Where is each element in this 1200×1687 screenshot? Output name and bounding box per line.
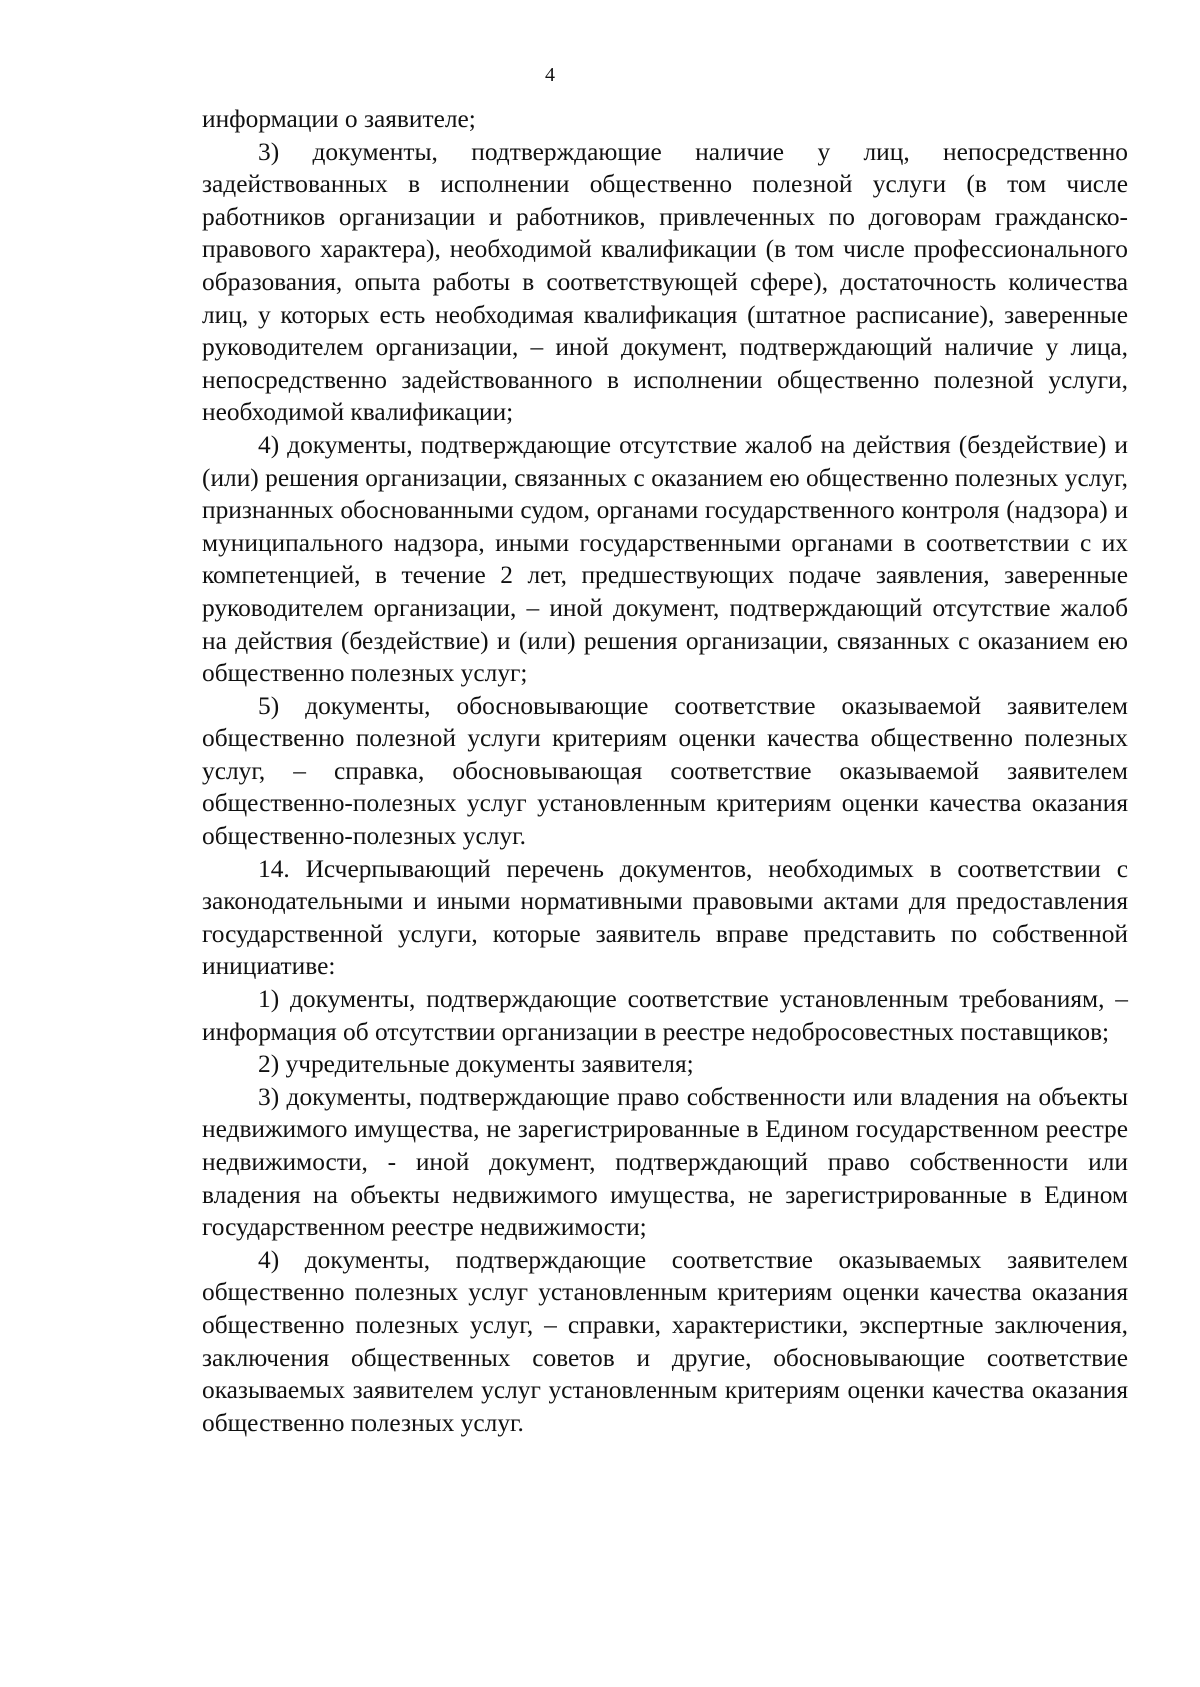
- paragraph-14-item-1: 1) документы, подтверждающие соответствие установленным требованиям, – информация об отсутствии организации в реестре недобросовестных поставщиков;: [202, 985, 1128, 1046]
- paragraph-14-item-4: 4) документы, подтверждающие соответствие оказываемых заявителем общественно полезных услуг установленным критериям оценки качества оказания общественно полезных услуг, – справки, характеристики, экспертные заключения, заключения общественных советов и другие, обосновывающие соответствие оказываемых заявителем услуг установленным критериям оценки качества оказания общественно полезных услуг.: [202, 1245, 1128, 1437]
- paragraph-section-14: 14. Исчерпывающий перечень документов, необходимых в соответствии с законодательными и иными нормативными правовыми актами для предоставления государственной услуги, которые заявитель вправе представить по собственной инициативе:: [202, 854, 1128, 981]
- paragraph-continuation: информации о заявителе;: [202, 105, 476, 133]
- page-number: 4: [545, 64, 555, 86]
- paragraph-item-5: 5) документы, обосновывающие соответствие оказываемой заявителем общественно полезной услуги критериям оценки качества общественно полезных услуг, – справка, обосновывающая соответствие оказываемой заявителем общественно-полезных услуг установленным критериям оценки качества оказания общественно-полезных услуг.: [202, 691, 1128, 851]
- paragraph-14-item-3: 3) документы, подтверждающие право собственности или владения на объекты недвижимого имущества, не зарегистрированные в Едином государственном реестре недвижимости, - иной документ, подтверждающий право собственности или владения на объекты недвижимого имущества, не зарегистрированные в Едином государственном реестре недвижимости;: [202, 1082, 1128, 1242]
- paragraph-14-item-2: 2) учредительные документы заявителя;: [258, 1050, 694, 1079]
- paragraph-item-3: 3) документы, подтверждающие наличие у лиц, непосредственно задействованных в исполнении общественно полезной услуги (в том числе работников организации и работников, привлеченных по договорам гражданско-правового характера), необходимой квалификации (в том числе профессионального образования, опыта работы в соответствующей сфере), достаточность количества лиц, у которых есть необходимая квалификация (штатное расписание), заверенные руководителем организации, – иной документ, подтверждающий наличие у лица, непосредственно задействованного в исполнении общественно полезной услуги, необходимой квалификации;: [202, 137, 1128, 427]
- paragraph-item-4: 4) документы, подтверждающие отсутствие жалоб на действия (бездействие) и (или) решения организации, связанных с оказанием ею общественно полезных услуг, признанных обоснованными судом, органами государственного контроля (надзора) и муниципального надзора, иными государственными органами в соответствии с их компетенцией, в течение 2 лет, предшествующих подаче заявления, заверенные руководителем организации, – иной документ, подтверждающий отсутствие жалоб на действия (бездействие) и (или) решения организации, связанных с оказанием ею общественно полезных услуг;: [202, 430, 1128, 688]
- document-body: [202, 103, 1128, 1439]
